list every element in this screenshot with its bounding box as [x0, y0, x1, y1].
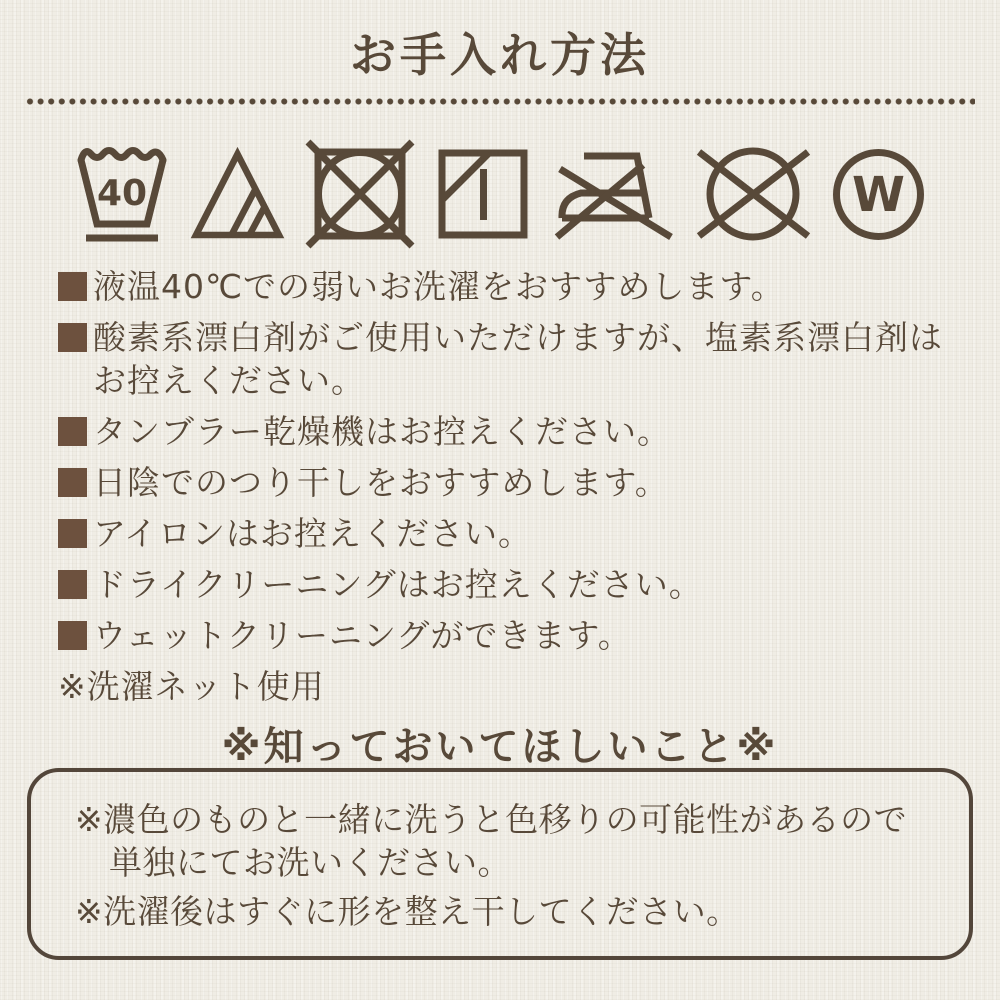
care-item	[58, 265, 970, 308]
care-item-text: 液温40℃での弱いお洗濯をおすすめします。	[93, 267, 785, 306]
square-bullet-icon	[58, 621, 87, 650]
reference-mark: ※	[75, 800, 104, 839]
page-title: お手入れ方法	[350, 28, 650, 82]
note-text: 洗濯後はすぐに形を整え干してください。	[103, 892, 740, 931]
bleach-triangle-icon	[190, 147, 285, 242]
care-item-text: ウェットクリーニングができます。	[93, 616, 632, 655]
care-item	[58, 563, 970, 606]
wash-temperature-label: 40	[96, 173, 148, 214]
care-item-text: アイロンはお控えください。	[93, 514, 533, 553]
care-item-laundry-net	[58, 665, 970, 708]
care-item	[58, 461, 970, 504]
wash-tub-40-gentle-icon	[74, 143, 170, 245]
square-bullet-icon	[58, 417, 87, 446]
care-item-text: 洗濯ネット使用	[86, 667, 325, 706]
no-tumble-dry-icon	[305, 139, 415, 249]
care-item	[58, 316, 970, 402]
wet-clean-label: W	[851, 166, 905, 223]
care-instructions-list	[58, 265, 970, 708]
note-item	[75, 890, 925, 933]
square-bullet-icon	[58, 570, 87, 599]
shade-hang-dry-icon	[434, 145, 532, 243]
square-bullet-icon	[58, 468, 87, 497]
care-item	[58, 512, 970, 555]
note-text: 濃色のものと一緒に洗うと色移りの可能性があるので単独にてお洗いください。	[103, 800, 908, 882]
notes-section-heading: ※知っておいてほしいこと※	[221, 724, 779, 770]
wet-clean-icon	[831, 147, 926, 242]
care-item-text: 酸素系漂白剤がご使用いただけますが、塩素系漂白剤はお控えください。	[93, 318, 943, 400]
care-item-text: ドライクリーニングはお控えください。	[93, 565, 703, 604]
dotted-divider	[25, 98, 975, 105]
laundry-symbols-row	[74, 139, 926, 249]
care-item	[58, 614, 970, 657]
no-iron-icon	[552, 144, 676, 244]
square-bullet-icon	[58, 272, 87, 301]
square-bullet-icon	[58, 323, 87, 352]
no-dry-clean-icon	[696, 139, 811, 249]
reference-mark: ※	[75, 892, 104, 931]
care-item-text: タンブラー乾燥機はお控えください。	[93, 412, 671, 451]
reference-mark: ※	[58, 667, 87, 706]
note-item	[75, 798, 925, 884]
notes-box	[27, 768, 973, 960]
square-bullet-icon	[58, 519, 87, 548]
care-item-text: 日陰でのつり干しをおすすめします。	[93, 463, 669, 502]
care-item	[58, 410, 970, 453]
